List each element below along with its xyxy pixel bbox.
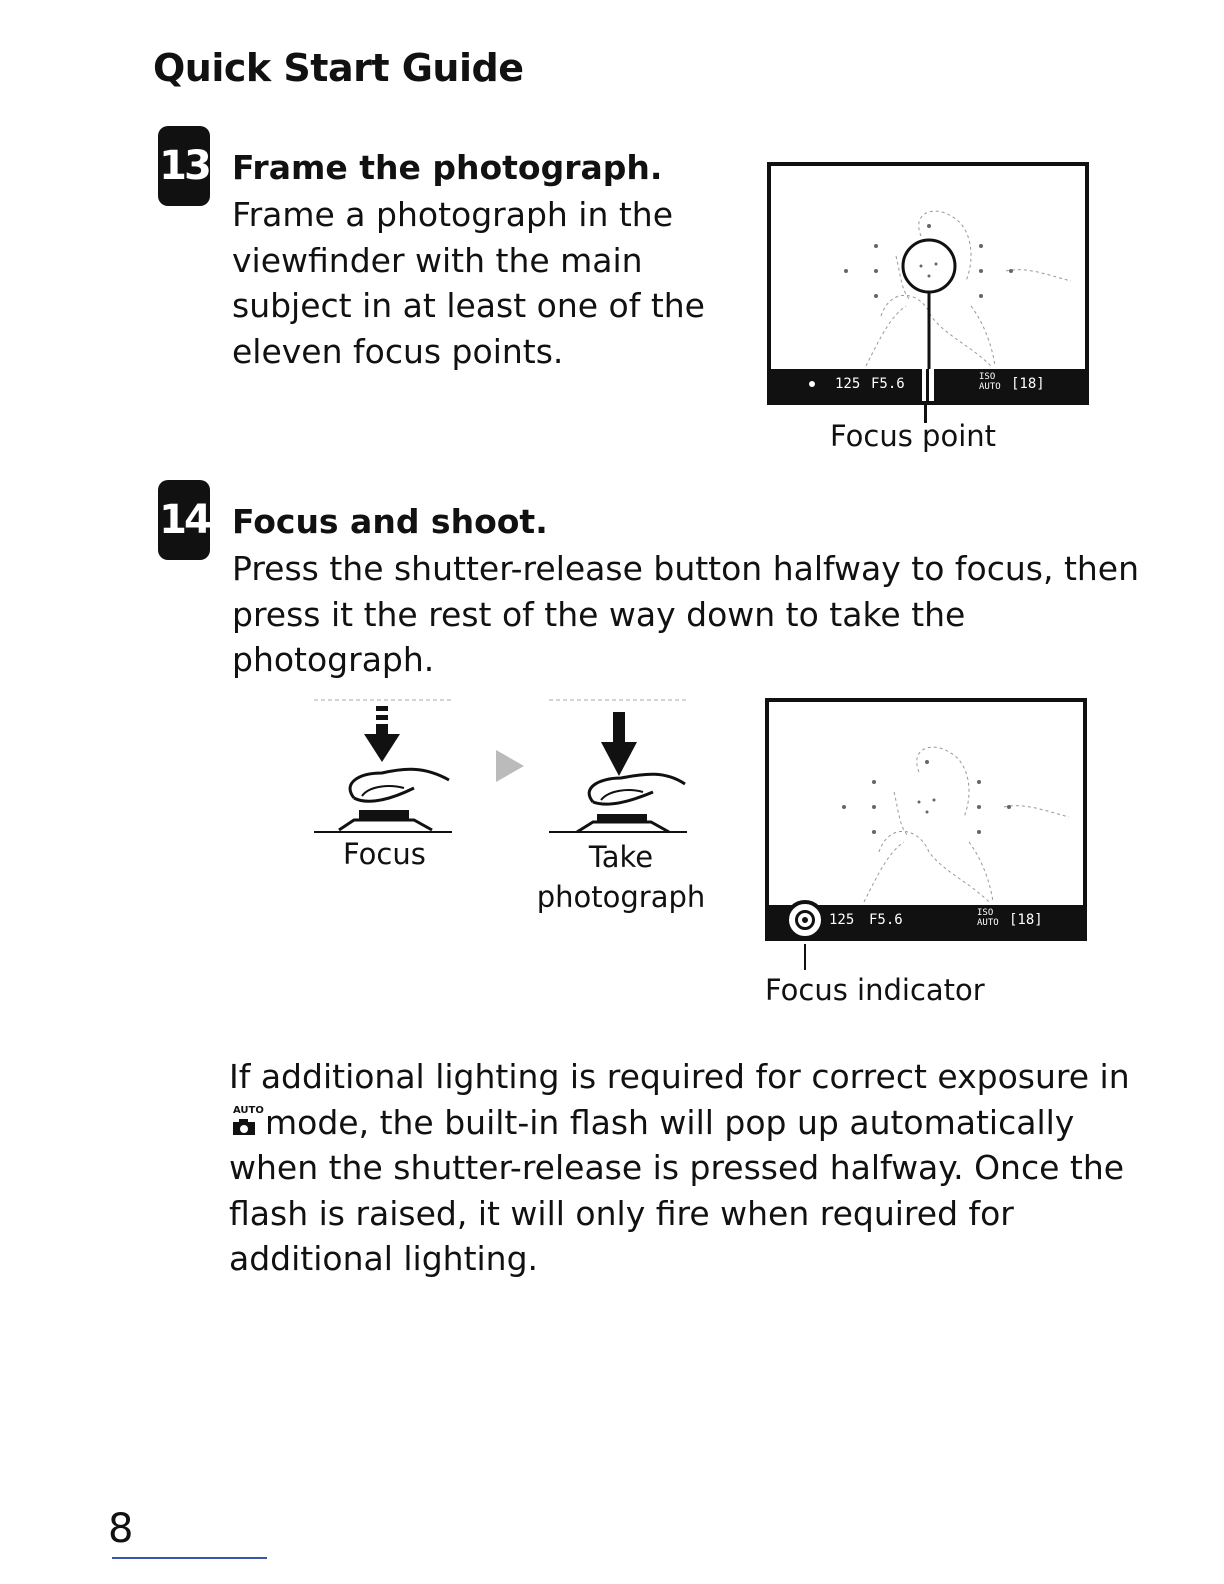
shutter-full-press-icon (549, 698, 689, 836)
flash-note (229, 1054, 1130, 1282)
step-13-body (232, 192, 705, 374)
aperture: F5.6 (871, 376, 905, 392)
step-13-body-line: viewfinder with the main (232, 240, 643, 280)
page-number-rule (112, 1557, 267, 1559)
next-step-arrow-icon (494, 748, 528, 784)
step-14-body-line: Press the shutter-release button halfway to focus, then (232, 549, 1140, 588)
step-13-body-line: subject in at least one of the (232, 286, 705, 325)
frame-count: [18] (1011, 376, 1045, 392)
step-13-badge: 13 (158, 126, 210, 206)
viewfinder-info-bar (771, 369, 1085, 401)
section-title: Quick Start Guide (153, 46, 524, 90)
shutter-speed: 125 (829, 912, 855, 928)
step-13-body-line: Frame a photograph in the (232, 195, 674, 234)
page-number: 8 (108, 1506, 134, 1552)
focus-point-circle (903, 240, 955, 292)
shutter-half-press-icon (314, 698, 454, 836)
flash-note-line (229, 1100, 1130, 1146)
step-13-body-line: eleven focus points. (232, 331, 564, 371)
flash-note-line: If additional lighting is required for correct exposure in (229, 1057, 1130, 1096)
focus-indicator-callout: Focus indicator (765, 973, 985, 1007)
step-14-badge: 14 (158, 480, 210, 560)
viewfinder-display-13 (767, 162, 1089, 405)
focus-dot-icon (809, 381, 815, 387)
frame-count: [18] (1009, 912, 1043, 928)
step-14-body-line: press it the rest of the way down to take the (232, 594, 966, 634)
flash-note-line: when the shutter-release is pressed halfway. Once the (229, 1148, 1125, 1187)
auto-mode-icon (229, 1104, 264, 1138)
aperture: F5.6 (869, 912, 903, 928)
iso-auto-label: ISO AUTO (977, 908, 999, 928)
shutter-speed: 125 (835, 376, 861, 392)
focus-point-callout: Focus point (830, 419, 996, 453)
take-caption-line: photograph (536, 880, 706, 914)
focus-indicator-highlight (785, 900, 825, 940)
step-14-title: Focus and shoot. (232, 502, 548, 541)
viewfinder-scene (769, 702, 1083, 905)
flash-note-text: mode, the built-in flash will pop up automatically (265, 1102, 1075, 1142)
step-14-body-line: photograph. (232, 640, 435, 679)
iso-auto-label: ISO AUTO (979, 372, 1001, 392)
take-photograph-caption (536, 837, 706, 917)
flash-note-line: additional lighting. (229, 1239, 539, 1278)
auto-mode-label: AUTO (233, 1104, 264, 1116)
step-13-title: Frame the photograph. (232, 148, 663, 187)
viewfinder-scene (771, 166, 1085, 369)
focus-caption: Focus (343, 837, 426, 871)
take-caption-line: Take (588, 840, 654, 874)
flash-note-line: flash is raised, it will only fire when required for (229, 1193, 1014, 1233)
step-14-body (232, 546, 1139, 683)
